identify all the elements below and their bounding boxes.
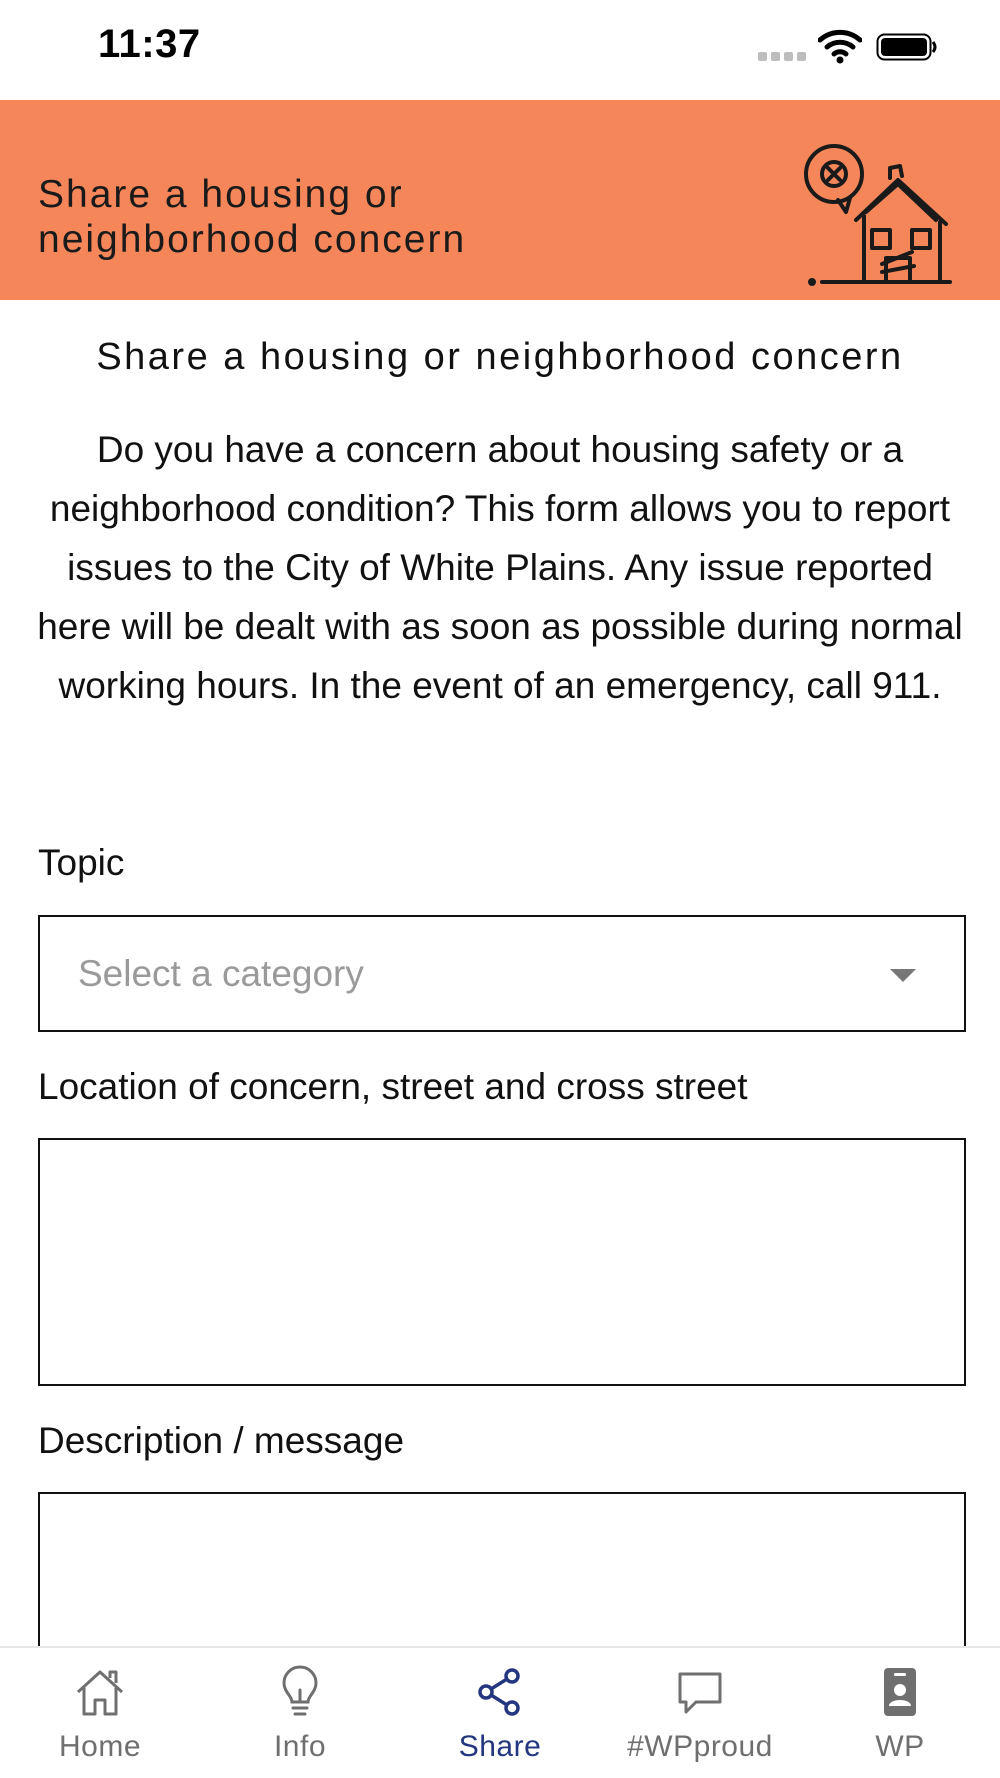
cellular-signal-icon	[758, 52, 806, 62]
bottom-tab-bar	[0, 1646, 1000, 1778]
chevron-down-icon	[890, 969, 916, 982]
tab-wp-label: WP	[875, 1730, 925, 1763]
battery-icon	[876, 33, 938, 61]
tab-info[interactable]	[200, 1648, 400, 1778]
header-banner	[0, 100, 1000, 300]
lightbulb-icon	[272, 1664, 328, 1720]
description-label: Description / message	[38, 1420, 405, 1461]
header-title: Share a housing or neighborhood concern	[38, 173, 467, 261]
status-bar	[0, 0, 1000, 100]
tab-wpproud-label: #WPproud	[627, 1730, 773, 1763]
tab-info-label: Info	[273, 1730, 327, 1763]
topic-select-placeholder: Select a category	[78, 953, 364, 994]
chat-bubble-icon	[672, 1664, 728, 1720]
tab-share-label: Share	[458, 1730, 542, 1763]
location-textarea[interactable]	[38, 1138, 966, 1386]
intro-text: Do you have a concern about housing safety or a neighborhood condition? This form allows you to report issues to the City of White Plains. Any issue reported here will be dealt with as soon as possible during normal working hours. In the event of an emergency, call 911.	[37, 429, 963, 706]
status-time: 11:37	[98, 22, 201, 66]
house-concern-icon	[800, 142, 952, 286]
wifi-icon	[818, 28, 862, 64]
share-icon	[472, 1664, 528, 1720]
topic-label: Topic	[38, 842, 125, 883]
id-badge-icon	[872, 1664, 928, 1720]
location-label: Location of concern, street and cross street	[38, 1066, 748, 1107]
tab-wp[interactable]	[800, 1648, 1000, 1778]
tab-wpproud[interactable]	[600, 1648, 800, 1778]
topic-select[interactable]	[38, 915, 966, 1032]
tab-home-label: Home	[58, 1730, 142, 1763]
description-textarea[interactable]	[38, 1492, 966, 1652]
tab-share[interactable]	[400, 1648, 600, 1778]
page-title: Share a housing or neighborhood concern	[96, 336, 904, 378]
tab-home[interactable]	[0, 1648, 200, 1778]
home-icon	[72, 1664, 128, 1720]
